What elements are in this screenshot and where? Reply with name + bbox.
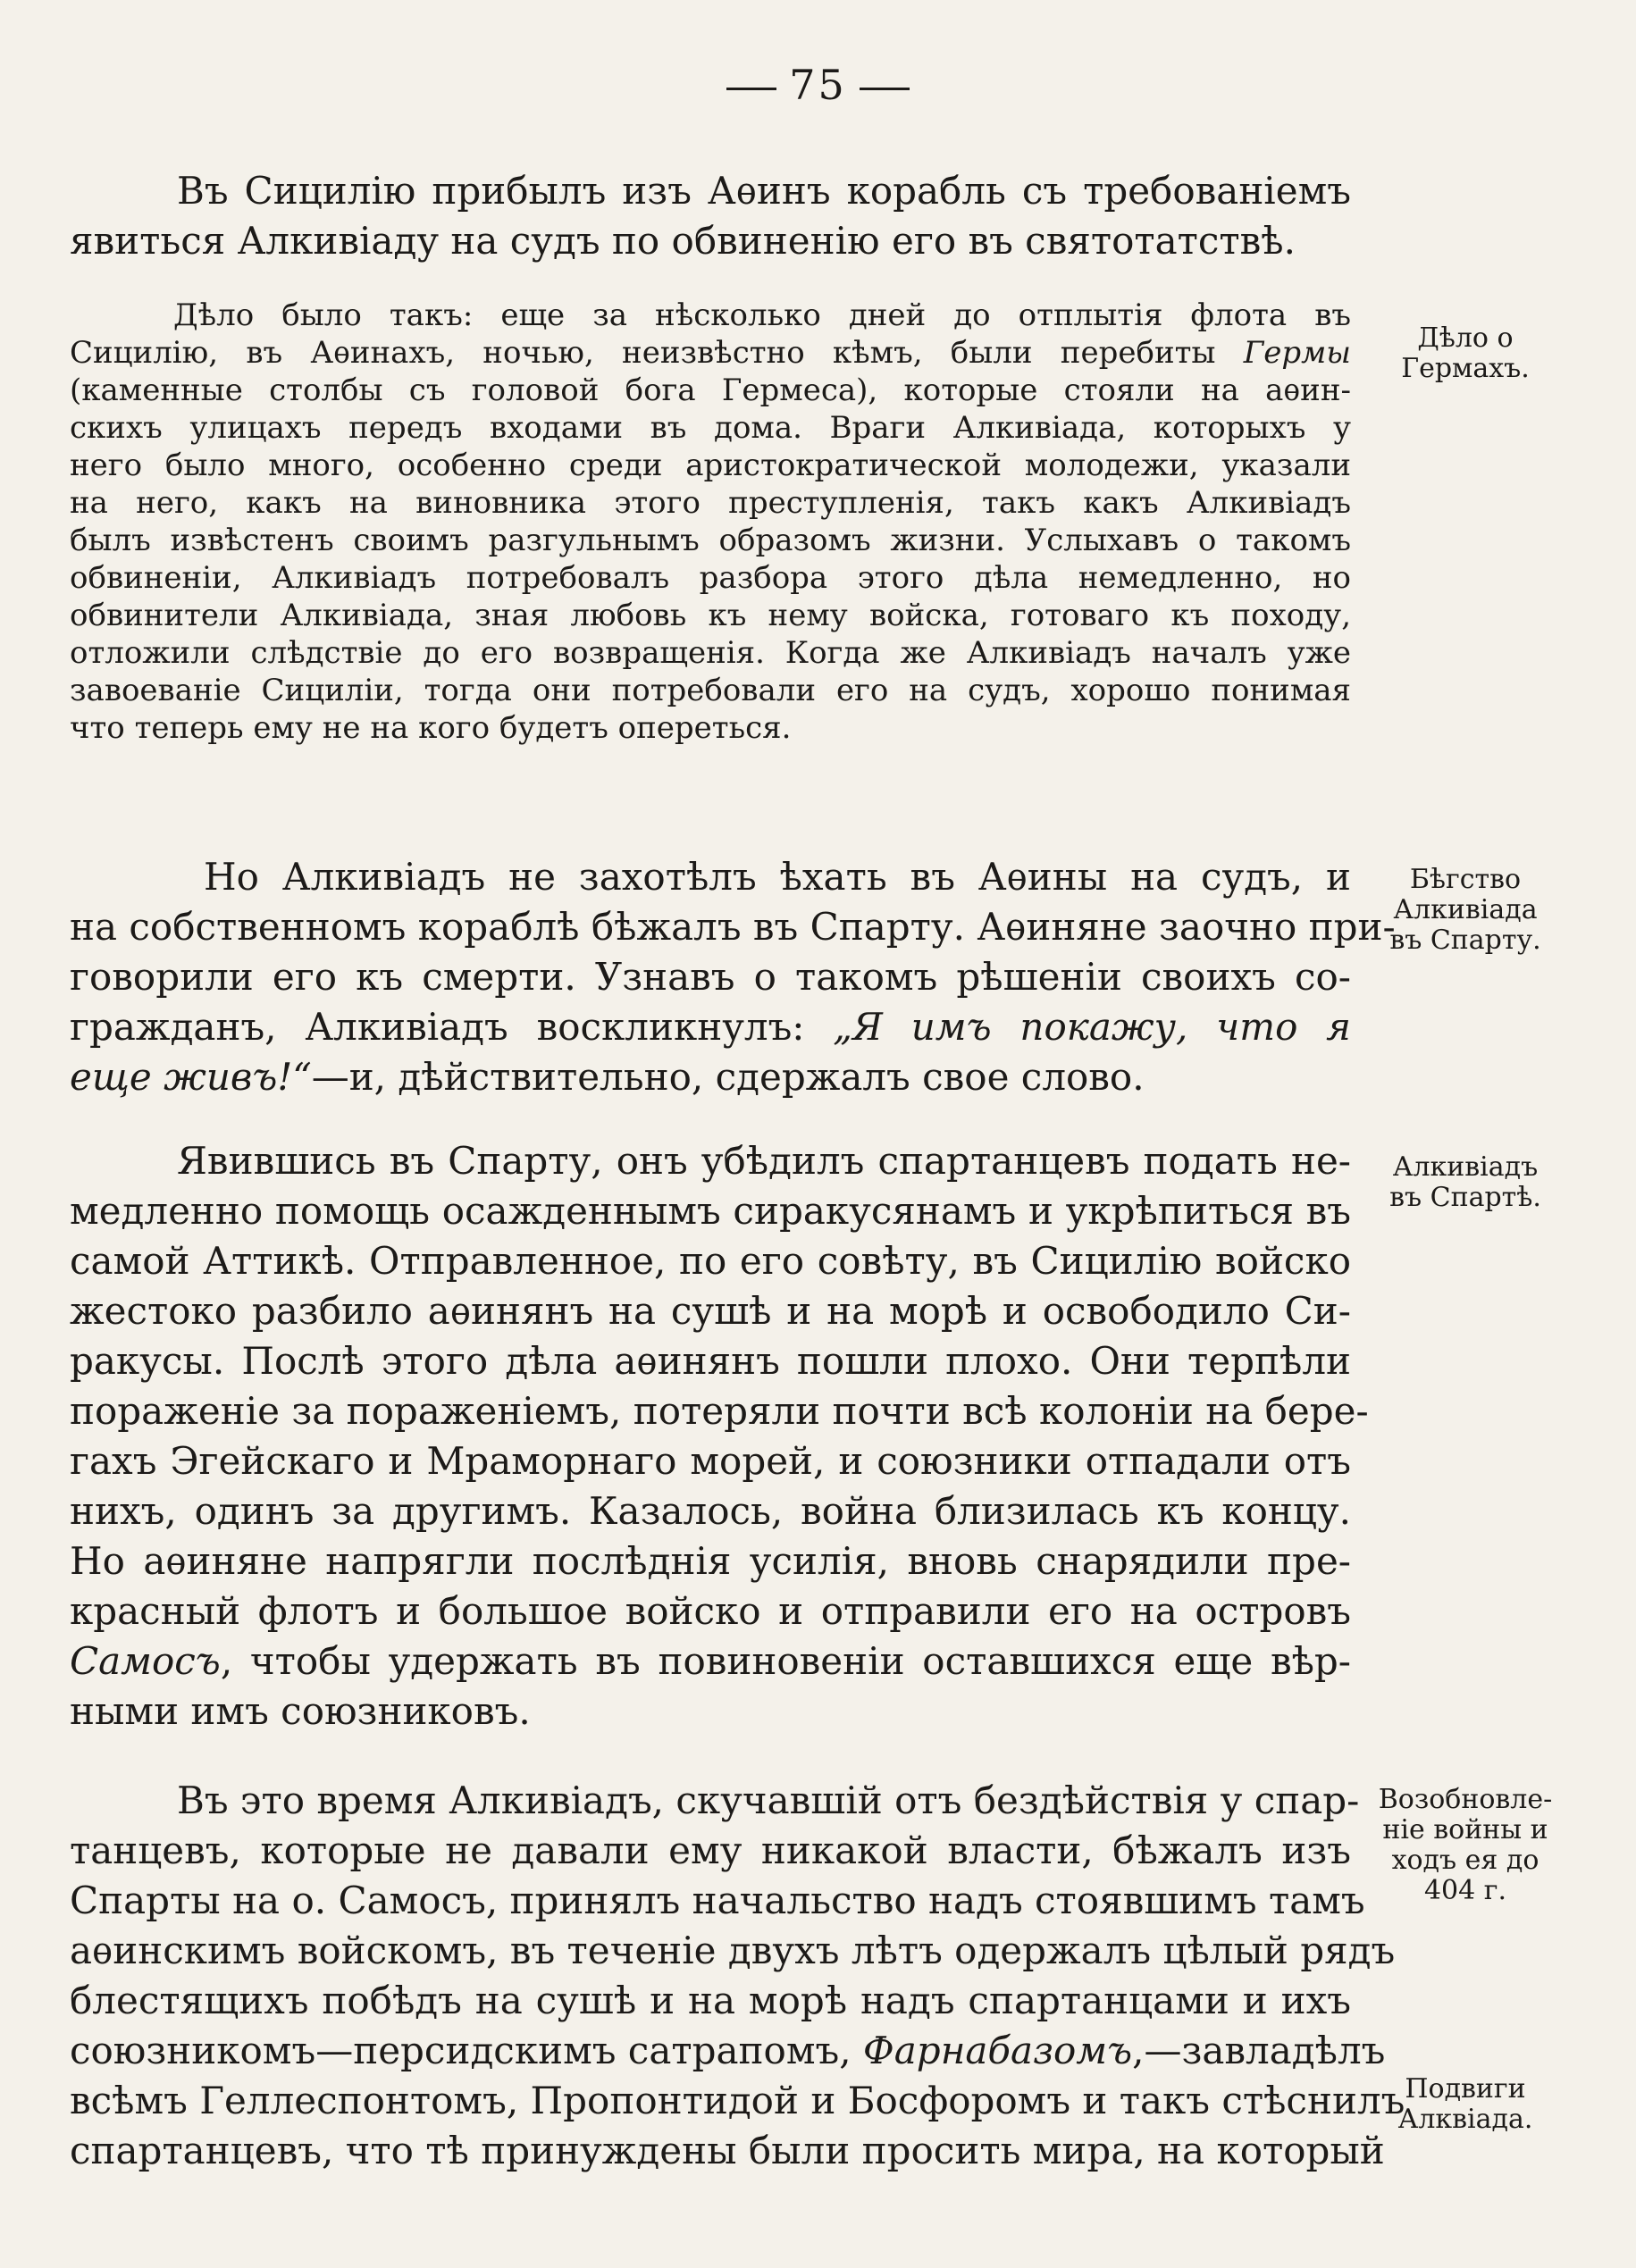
paragraph-3: [70, 852, 1396, 1102]
note-line: въ Спартѣ.: [1389, 1182, 1541, 1213]
text-line: (каменные столбы съ головой бога Гермеса), которые стояли на аѳин-: [70, 372, 1351, 408]
margin-note-hermes: [1358, 323, 1573, 384]
text-line: [70, 1636, 1351, 1686]
note-line: въ Спарту.: [1389, 925, 1541, 956]
text-line: [70, 334, 1351, 372]
margin-note-flight: [1358, 865, 1573, 956]
text-line: обвиненіи, Алкивіадъ потребовалъ разбора этого дѣла немедленно, но: [70, 560, 1351, 596]
text-line: гахъ Эгейскаго и Мраморнаго морей, и союзники отпадали отъ: [70, 1439, 1351, 1483]
text-line-part: Сицилію, въ Аѳинахъ, ночью, неизвѣстно кѣмъ, были перебиты: [70, 335, 1244, 371]
margin-note-deeds: [1358, 2074, 1573, 2135]
text-line: самой Аттикѣ. Отправленное, по его совѣту, въ Сицилію войско: [70, 1239, 1351, 1283]
text-line: нихъ, одинъ за другимъ. Казалось, война близилась къ концу.: [70, 1489, 1351, 1533]
paragraph-2: [70, 297, 1351, 747]
note-line: Алкивіадъ: [1392, 1151, 1539, 1183]
text-line: говорили его къ смерти. Узнавъ о такомъ рѣшеніи своихъ со-: [70, 955, 1351, 999]
text-line-part: —и, дѣйствительно, сдержалъ свое слово.: [311, 1055, 1145, 1099]
note-line: Гермахъ.: [1401, 353, 1530, 384]
text-line: жестоко разбило аѳинянъ на сушѣ и на морѣ и освободило Си-: [70, 1289, 1351, 1333]
text-line: на него, какъ на виновника этого преступленія, такъ какъ Алкивіадъ: [70, 485, 1351, 521]
text-line: Дѣло было такъ: еще за нѣсколько дней до отплытія флота въ: [173, 297, 1351, 333]
text-line: ными имъ союзниковъ.: [70, 1689, 531, 1733]
text-line: что теперь ему не на кого будетъ опереться.: [70, 710, 792, 746]
note-line: Возобновле-: [1378, 1784, 1553, 1815]
paragraph-1: [70, 166, 1351, 266]
text-line: [70, 1002, 1351, 1052]
text-line-part: союзникомъ—персидскимъ сатрапомъ,: [70, 2029, 863, 2072]
dash-right: [860, 88, 910, 90]
margin-note-sparta: [1358, 1152, 1573, 1213]
text-line: медленно помощь осажденнымъ сиракусянамъ и укрѣпиться въ: [70, 1189, 1351, 1233]
text-line: спартанцевъ, что тѣ принуждены были просить мира, на который: [70, 2129, 1385, 2172]
text-line: аѳинскимъ войскомъ, въ теченіе двухъ лѣтъ одержалъ цѣлый рядъ: [70, 1929, 1396, 1972]
page-number: [0, 61, 1636, 109]
page-number-text: 75: [789, 61, 847, 109]
text-line: обвинители Алкивіада, зная любовь къ нему войска, готоваго къ походу,: [70, 598, 1351, 633]
term-farnabaz: Фарнабазомъ: [862, 2029, 1133, 2072]
text-line: Спарты на о. Самосъ, принялъ начальство надъ стоявшимъ тамъ: [70, 1879, 1365, 1922]
note-line: Алквіада.: [1397, 2104, 1533, 2135]
text-line: блестящихъ побѣдъ на сушѣ и на морѣ надъ спартанцами и ихъ: [70, 1979, 1351, 2022]
text-line: пораженіе за пораженіемъ, потеряли почти всѣ колоніи на бере-: [70, 1389, 1369, 1433]
text-line: скихъ улицахъ передъ входами въ дома. Враги Алкивіада, которыхъ у: [70, 410, 1351, 446]
text-line: на собственномъ кораблѣ бѣжалъ въ Спарту. Аѳиняне заочно при-: [70, 905, 1396, 949]
text-line: красный флотъ и большое войско и отправили его на островъ: [70, 1589, 1351, 1633]
text-line: танцевъ, которые не давали ему никакой власти, бѣжалъ изъ: [70, 1829, 1351, 1872]
margin-note-war: [1358, 1785, 1573, 1906]
paragraph-4: [70, 1136, 1369, 1737]
text-line-part: ,—завладѣлъ: [1132, 2029, 1386, 2072]
note-line: ходъ ея до: [1391, 1845, 1540, 1876]
text-line: [70, 2026, 1386, 2076]
text-line: отложили слѣдствіе до его возвращенія. Когда же Алкивіадъ началъ уже: [70, 635, 1351, 671]
text-line: явиться Алкивіаду на судъ по обвиненію его въ святотатствѣ.: [70, 219, 1296, 263]
text-line: ракусы. Послѣ этого дѣла аѳинянъ пошли плохо. Они терпѣли: [70, 1339, 1351, 1383]
paragraph-5: [70, 1776, 1405, 2176]
text-line: Но аѳиняне напрягли послѣднія усилія, вновь снарядили пре-: [70, 1539, 1351, 1583]
quote-end: еще живъ!“: [70, 1055, 312, 1099]
text-line: [70, 1052, 1351, 1102]
text-line: Явившись въ Спарту, онъ убѣдилъ спартанцевъ подать не-: [177, 1139, 1351, 1183]
dash-left: [726, 88, 776, 90]
note-line: Подвиги: [1405, 2073, 1526, 2105]
quote-start: „Я имъ покажу, что я: [833, 1005, 1351, 1049]
text-line: завоеваніе Сициліи, тогда они потребовали его на судъ, хорошо понимая: [70, 673, 1351, 708]
text-line: Но Алкивіадъ не захотѣлъ ѣхать въ Аѳины на судъ, и: [204, 855, 1351, 899]
text-line-part: гражданъ, Алкивіадъ воскликнулъ:: [70, 1005, 834, 1049]
term-samos: Самосъ: [70, 1639, 221, 1683]
text-line: всѣмъ Геллеспонтомъ, Пропонтидой и Босфоромъ и такъ стѣснилъ: [70, 2079, 1405, 2122]
note-line: Бѣгство: [1409, 864, 1522, 895]
text-line: него было много, особенно среди аристократической молодежи, указали: [70, 448, 1351, 483]
text-line: былъ извѣстенъ своимъ разгульнымъ образомъ жизни. Услыхавъ о такомъ: [70, 523, 1351, 558]
text-line: Въ Сицилію прибылъ изъ Аѳинъ корабль съ требованіемъ: [177, 169, 1351, 213]
text-line-part: , чтобы удержать въ повиновеніи оставшихся еще вѣр-: [220, 1639, 1351, 1683]
note-line: ніе войны и: [1382, 1814, 1548, 1845]
note-line: 404 г.: [1423, 1875, 1507, 1906]
note-line: Дѣло о: [1417, 322, 1514, 354]
term-germy: Гермы: [1243, 335, 1351, 371]
text-line: Въ это время Алкивіадъ, скучавшій отъ бездѣйствія у спар-: [177, 1778, 1360, 1822]
note-line: Алкивіада: [1393, 894, 1538, 925]
